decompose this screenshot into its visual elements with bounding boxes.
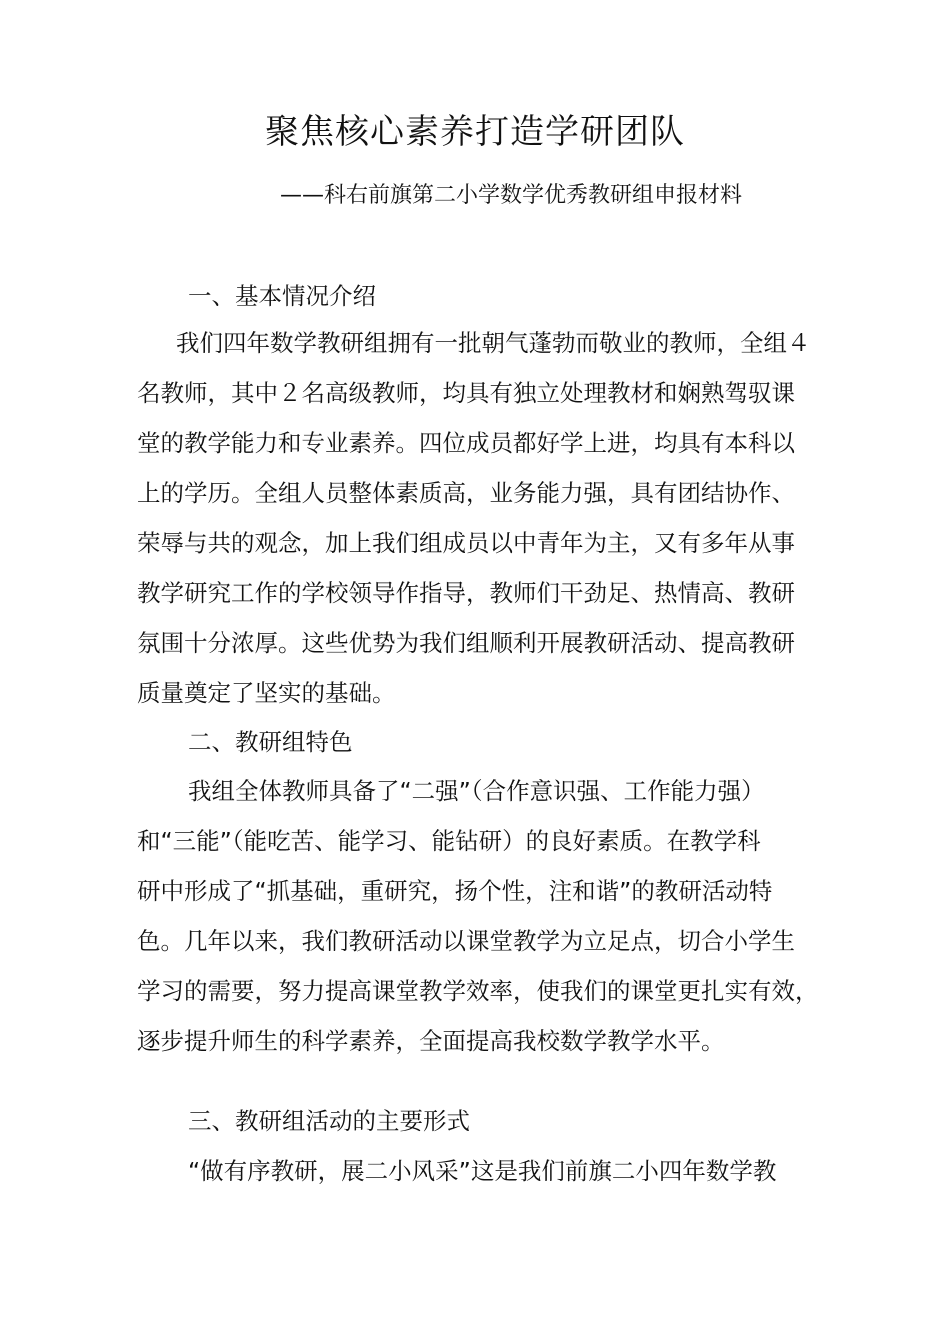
- paragraph-line: 学习的需要，努力提高课堂教学效率，使我们的课堂更扎实有效，: [137, 977, 819, 1005]
- paragraph-line: 我们四年数学教研组拥有一批朝气蓬勃而敬业的教师，全组４: [176, 329, 811, 357]
- paragraph-line: 堂的教学能力和专业素养。四位成员都好学上进，均具有本科以: [137, 429, 795, 457]
- paragraph-line: “做有序教研，展二小风采”这是我们前旗二小四年数学教: [188, 1157, 777, 1185]
- section-heading-1: 一、基本情况介绍: [188, 282, 376, 310]
- paragraph-line: 我组全体教师具备了“二强”（合作意识强、工作能力强）: [188, 777, 765, 805]
- paragraph-line: 名教师，其中２名高级教师，均具有独立处理教材和娴熟驾驭课: [137, 379, 795, 407]
- paragraph-line: 上的学历。全组人员整体素质高，业务能力强，具有团结协作、: [137, 479, 795, 507]
- paragraph-line: 色。几年以来，我们教研活动以课堂教学为立足点，切合小学生: [137, 927, 795, 955]
- document-title: 聚焦核心素养打造学研团队: [265, 112, 685, 152]
- section-heading-3: 三、教研组活动的主要形式: [188, 1107, 470, 1135]
- paragraph-line: 氛围十分浓厚。这些优势为我们组顺利开展教研活动、提高教研: [137, 629, 795, 657]
- paragraph-line: 荣辱与共的观念，加上我们组成员以中青年为主，又有多年从事: [137, 529, 795, 557]
- section-heading-2: 二、教研组特色: [188, 728, 353, 756]
- paragraph-line: 教学研究工作的学校领导作指导，教师们干劲足、热情高、教研: [137, 579, 795, 607]
- paragraph-line: 研中形成了“抓基础，重研究，扬个性，注和谐”的教研活动特: [137, 877, 773, 905]
- paragraph-line: 逐步提升师生的科学素养，全面提高我校数学教学水平。: [137, 1027, 725, 1055]
- document-subtitle: ——科右前旗第二小学数学优秀教研组申报材料: [280, 183, 743, 208]
- paragraph-line: 质量奠定了坚实的基础。: [137, 679, 396, 707]
- paragraph-line: 和“三能”（能吃苦、能学习、能钻研）的良好素质。在教学科: [137, 827, 761, 855]
